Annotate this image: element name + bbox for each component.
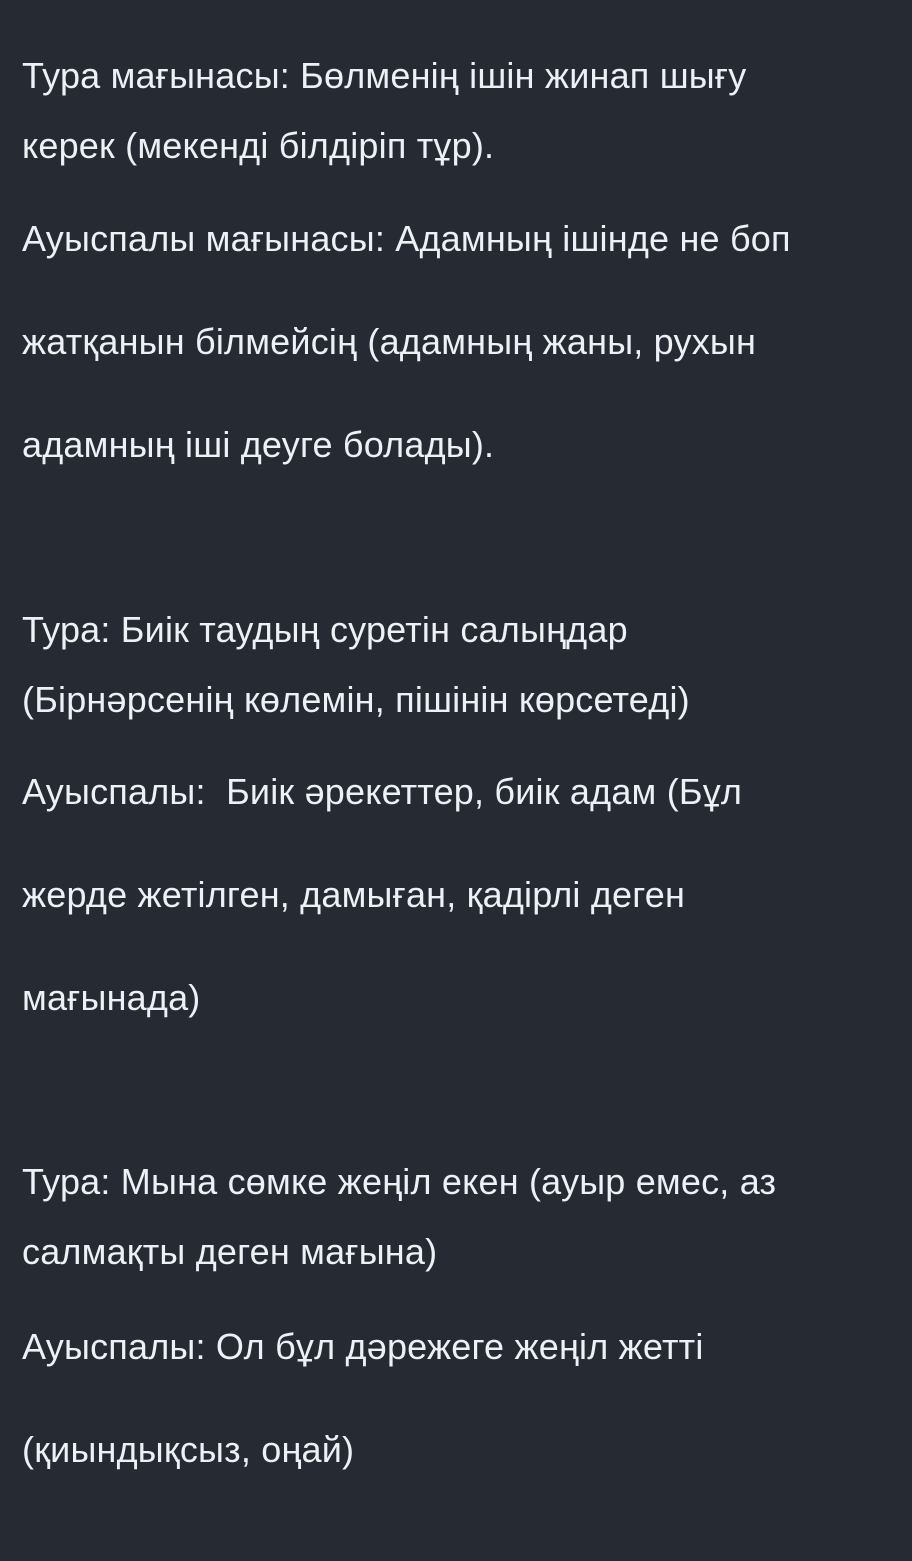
text-line: мағынада): [22, 977, 201, 1018]
text-line: Ауыспалы: Биік әрекеттер, биік адам (Бұл: [22, 771, 743, 812]
text-line: Тура мағынасы: Бөлменің ішін жинап шығу: [22, 55, 747, 96]
text-line: Ауыспалы мағынасы: Адамның ішінде не боп: [22, 218, 791, 259]
text-line: адамның іші деуге болады).: [22, 424, 495, 465]
paragraph-direct-meaning-3: [22, 1147, 884, 1287]
text-line: (Бірнәрсенің көлемін, пішінін көрсетеді): [22, 679, 690, 720]
text-line: салмақты деген мағына): [22, 1231, 438, 1272]
text-line: Тура: Биік таудың суретін салыңдар: [22, 609, 628, 650]
text-line: (қиындықсыз, оңай): [22, 1429, 355, 1470]
text-line: Тура: Мына сөмке жеңіл екен (ауыр емес, аз: [22, 1161, 777, 1202]
paragraph-direct-meaning-2: [22, 595, 884, 735]
paragraph-direct-meaning-1: [22, 41, 884, 181]
text-line: жерде жетілген, дамыған, қадірлі деген: [22, 874, 686, 915]
paragraph-figurative-meaning-2: [22, 740, 884, 1049]
paragraph-figurative-meaning-3: [22, 1295, 884, 1501]
paragraph-figurative-meaning-1: [22, 187, 884, 496]
text-line: Ауыспалы: Ол бұл дәрежеге жеңіл жетті: [22, 1326, 704, 1367]
text-line: жатқанын білмейсің (адамның жаны, рухын: [22, 321, 757, 362]
text-line: керек (мекенді білдіріп тұр).: [22, 125, 495, 166]
answer-text-panel: [0, 41, 912, 1561]
